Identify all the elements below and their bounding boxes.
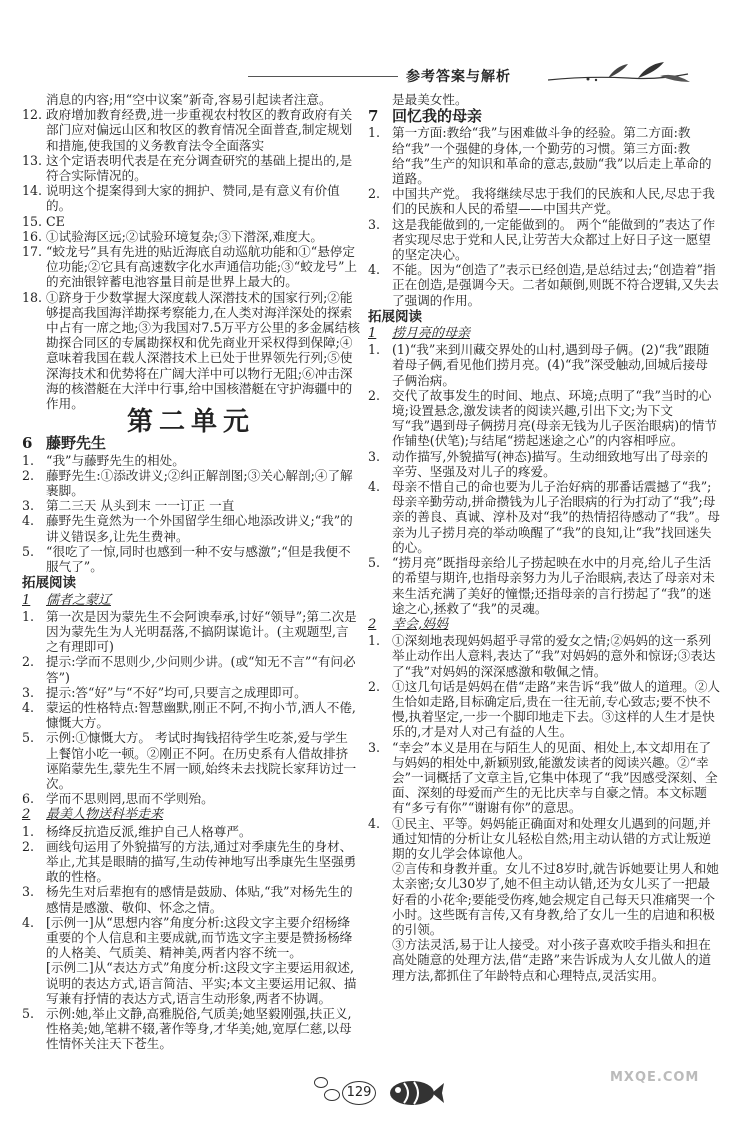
left-column <box>22 92 360 1052</box>
answer-number: 15. <box>22 213 43 229</box>
fish-icon <box>384 1075 444 1111</box>
answer-item <box>22 513 360 543</box>
answer-number: 1. <box>22 823 35 839</box>
answer-text: 藤野先生竟然为一个外国留学生细心地添改讲义;“我”的讲义错误多,让先生费神。 <box>46 513 353 544</box>
answer-item <box>368 217 720 263</box>
unit-title: 第二单元 <box>126 407 255 438</box>
page-header <box>248 60 718 94</box>
answer-text: 交代了故事发生的时间、地点、环境;点明了“我”当时的心境;设置悬念,激发读者的阅读兴趣,引出下文;为下文写“我”遇到母子俩捞月亮(母亲无钱为儿子医治眼病)的情节作铺垫(伏笔);与结尾“捞起迷途之心”的内容相呼应。 <box>392 387 717 449</box>
answer-text: 蒙运的性格特点:智慧幽默,刚正不阿,不拘小节,洒人不倦,慷慨大方。 <box>46 699 356 731</box>
answer-item <box>368 262 720 308</box>
answer-text: 政府增加教育经费,进一步重视农村牧区的教育政府有关部门应对偏远山区和牧区的教育情况全面普查,制定规划和措施,使我国的义务教育法令全面落实 <box>46 107 353 153</box>
answer-number: 3. <box>368 216 381 232</box>
answer-item <box>22 544 360 574</box>
answer-item <box>22 290 360 412</box>
answer-text: ①深刻地表现妈妈超乎寻常的爱女之情;②妈妈的这一系列举止动作出人意料,表达了“我”对妈妈的意外和惊讶;③表达了“我”对妈妈的深深感激和敬佩之情。 <box>392 633 716 679</box>
answer-item <box>22 884 360 914</box>
reading-heading <box>368 326 720 341</box>
answer-item <box>22 214 360 229</box>
answer-number: 16. <box>22 228 43 244</box>
answer-number: 4. <box>22 513 35 529</box>
answer-item <box>22 183 360 213</box>
reading-number: 1 <box>368 326 377 342</box>
answer-number: 18. <box>22 289 43 305</box>
answer-item <box>368 449 720 479</box>
answer-list <box>368 342 720 616</box>
answer-list <box>22 453 360 575</box>
answer-number: 6. <box>22 791 35 807</box>
reading-heading <box>368 617 720 632</box>
answer-item <box>22 915 360 961</box>
section-heading: 拓展阅读 <box>368 308 422 325</box>
answer-number: 1. <box>368 125 381 141</box>
answer-text: “幸会”本义是用在与陌生人的见面、相处上,本文却用在了与妈妈的相处中,新颖别致,能激发读者的阅读兴趣。②“幸会”一词概括了文章主旨,它集中体现了“我”因感受深刻、全面、深刻的母爱而产生的无比庆幸与自豪之情。本文标题有“多亏有你”“谢谢有你”的意思。 <box>392 739 718 816</box>
answer-list <box>368 92 720 107</box>
answer-number <box>368 861 392 937</box>
answer-item <box>368 92 720 107</box>
answer-text: 消息的内容;用“空中议案”新奇,容易引起读者注意。 <box>46 92 332 107</box>
answer-number: 2. <box>368 387 381 403</box>
answer-number <box>22 960 46 1006</box>
answer-number: 4. <box>368 262 381 278</box>
header-rule <box>248 76 398 77</box>
answer-text: 母亲不惜自己的命也要为儿子治好病的那番话震撼了“我”;母亲辛勤劳动,拼命攒钱为儿子治眼病的行为打动了“我”;母亲的善良、真诚、淳朴及对“我”的热情招待感动了“我”。母亲为儿子捞月亮的举动唤醒了“我”的良知,让“我”找回迷失的心。 <box>392 479 721 555</box>
answer-item <box>22 498 360 513</box>
reading-title: 儒者之蒙辽 <box>46 592 112 608</box>
answer-text: 提示:答“好”与“不好”均可,只要言之成理即可。 <box>46 684 307 700</box>
answer-text: ②言传和身教并重。女儿不过8岁时,就告诉她要让男人和她太亲密;女儿30岁了,她不但主动认错,还为女儿买了一把最好看的小花伞;要能受伤疼,她会规定自己每天只准痛哭一个小时。这些既有言传,又有身教,给了女儿一生的启迪和积极的引领。 <box>392 861 719 937</box>
header-title: 参考答案与解析 <box>406 69 511 85</box>
answer-item <box>22 92 360 107</box>
answer-text: 杨绛反抗造反派,维护自己人格尊严。 <box>46 823 252 839</box>
answer-number: 2. <box>22 654 35 670</box>
answer-text: (1)“我”来到川藏交界处的山村,遇到母子俩。(2)“我”跟随着母子俩,看见他们捞月亮。(4)“我”深受触动,回城后接母子俩治病。 <box>392 342 710 388</box>
answer-text: 示例:她,举止文静,高雅脱俗,气质美;她坚毅刚强,扶正义,性格美;她,笔耕不辍,著作等身,才华美;她,宽厚仁慈,以母性情怀关注天下苍生。 <box>46 1005 352 1052</box>
answer-item <box>22 960 360 1006</box>
answer-item <box>22 107 360 153</box>
answer-item <box>22 609 360 655</box>
answer-list <box>22 609 360 807</box>
answer-number: 2. <box>368 186 381 202</box>
answer-item <box>22 229 360 244</box>
answer-text: 第一方面:教给“我”与困难做斗争的经验。第二方面:教给“我”一个强健的身体,一个勤劳的习惯。第三方面:教给“我”生产的知识和革命的意志,鼓励“我”以后走上革命的道路。 <box>392 125 712 187</box>
answer-text: CE <box>46 213 65 229</box>
answer-number: 1. <box>22 452 35 468</box>
page-footer <box>300 1075 450 1115</box>
answer-item <box>368 186 720 216</box>
answer-text: 中国共产党。 我将继续尽忠于我们的民族和人民,尽忠于我们的民族和人民的希望——中国共产党。 <box>392 186 715 217</box>
answer-list <box>368 633 720 983</box>
answer-item <box>368 816 720 862</box>
answer-item <box>22 685 360 700</box>
bamboo-decoration-icon <box>548 60 698 94</box>
answer-number: 12. <box>22 107 43 123</box>
answer-number: 2. <box>22 467 35 483</box>
answer-text: 提示:学而不思则少,少问则少讲。(或“知无不言”“有问必答”) <box>46 654 356 685</box>
answer-text: ①民主、平等。妈妈能正确面对和处理女儿遇到的问题,并通过知情的分析让女儿轻松自然;用主动认错的方式让叛逆期的女儿学会体谅他人。 <box>392 815 712 861</box>
answer-text: 示例:①慷慨大方。 考试时掏钱招待学生吃茶,爱与学生上餐馆小吃一顿。②刚正不阿。在历史系有人借故排挤诬陷蒙先生,蒙先生不屑一顾,始终未去找院长家拜访过一次。 <box>46 730 357 791</box>
answer-number: 17. <box>22 244 43 260</box>
page-number: 129 <box>342 1081 376 1105</box>
answer-list <box>22 92 360 411</box>
answer-item <box>368 555 720 616</box>
answer-number: 4. <box>22 699 35 715</box>
answer-number: 4. <box>368 815 381 831</box>
answer-text: “蛟龙号”具有先进的贴近海底自动巡航功能和①“悬停定位功能;②它具有高速数字化水声通信功能;③“蛟龙号”上的充油银锌蓄电池容量目前是世界上最大的。 <box>46 244 358 290</box>
reading-number: 1 <box>22 592 31 608</box>
answer-text: [示例一]从“思想内容”角度分析:这段文字主要介绍杨绛重要的个人信息和主要成就,而节选文字主要是赞扬杨绛的人格美、气质美、精神美,两者内容不统一。 <box>46 914 353 961</box>
answer-item <box>22 700 360 730</box>
bubble-icon <box>324 1089 340 1101</box>
answer-item <box>22 824 360 839</box>
lesson-title: 藤野先生 <box>46 434 107 453</box>
answer-text: 藤野先生:①添改讲义;②纠正解剖图;③关心解剖;④了解裹脚。 <box>46 467 353 499</box>
lesson-title: 回忆我的母亲 <box>392 107 483 126</box>
answer-number: 1. <box>368 342 381 358</box>
answer-number: 4. <box>22 914 35 930</box>
answer-number: 3. <box>22 884 35 900</box>
reading-title: 幸会,妈妈 <box>392 616 449 632</box>
lesson-heading <box>22 436 360 451</box>
reading-number: 2 <box>368 616 377 632</box>
answer-number: 3. <box>22 684 35 700</box>
answer-item <box>22 791 360 806</box>
bubble-icon <box>314 1077 328 1088</box>
answer-text: 画线句运用了外貌描写的方法,通过对季康先生的身材、举止,尤其是眼睛的描写,生动传神地写出季康先生坚强勇敢的性格。 <box>46 838 357 885</box>
answer-number: 5. <box>368 555 381 571</box>
answer-text: 说明这个提案得到大家的拥护、赞同,是有意义有价值的。 <box>46 183 340 214</box>
answer-item <box>368 125 720 186</box>
answer-item <box>368 861 720 937</box>
answer-text: ③方法灵活,易于让人接受。对小孩子喜欢咬手指头和担在高处随意的处理方法,借“走路”来告诉成为人女儿做人的道理方法,都抓住了年龄特点和心理特点,灵活实用。 <box>392 937 712 983</box>
answer-item <box>368 740 720 816</box>
answer-number: 3. <box>368 739 381 755</box>
answer-item <box>368 388 720 449</box>
answer-number: 4. <box>368 479 381 495</box>
answer-text: “我”与藤野先生的相处。 <box>46 452 185 468</box>
answer-text: [示例二]从“表达方式”角度分析:这段文字主要运用叙述,说明的表达方式,语言简洁、平实;本文主要运用记叙、描写兼有抒情的表达方式,语言生动形象,两者不协调。 <box>46 960 357 1006</box>
answer-number <box>368 92 392 107</box>
answer-item <box>368 633 720 679</box>
answer-text: 是最美女性。 <box>392 92 468 107</box>
answer-number: 2. <box>22 838 35 854</box>
answer-list <box>368 125 720 307</box>
answer-item <box>22 453 360 468</box>
answer-number: 14. <box>22 183 43 199</box>
answer-item <box>22 1006 360 1052</box>
answer-item <box>368 479 720 555</box>
answer-number <box>22 92 46 107</box>
answer-item <box>368 937 720 983</box>
answer-number: 1. <box>22 608 35 624</box>
answer-number: 5. <box>22 543 35 559</box>
answer-text: ①这几句话是妈妈在借“走路”来告诉“我”做人的道理。②人生恰如走路,目标确定后,贵在一往无前,专心致志;要不快不慢,执着坚定,一步一个脚印地走下去。③这样的人生才是快乐的,才是对人对己有益的人生。 <box>392 678 721 740</box>
reading-heading <box>22 593 360 608</box>
answer-number: 3. <box>22 498 35 514</box>
answer-item <box>22 839 360 885</box>
answer-number: 13. <box>22 152 43 168</box>
answer-number: 3. <box>368 448 381 464</box>
answer-item <box>22 654 360 684</box>
answer-text: “捞月亮”既指母亲给儿子捞起映在水中的月亮,给儿子生活的希望与期许,也指母亲努力为儿子治眼病,表达了母亲对未来生活充满了美好的憧憬;还指母亲的言行捞起了“我”的迷途之心,拯救了“我”的灵魂。 <box>392 555 715 616</box>
answer-item <box>368 342 720 388</box>
reading-title: 最美人物送科举走来 <box>46 807 164 823</box>
reading-number: 2 <box>22 807 31 823</box>
answer-text: “很吃了一惊,同时也感到一种不安与感激”;“但是我便不服气了”。 <box>46 543 351 575</box>
answer-number: 1. <box>368 633 381 649</box>
answer-text: 第二三天 从头到末 一一订正 一直 <box>46 498 235 514</box>
answer-text: 动作描写,外貌描写(神态)描写。生动细致地写出了母亲的辛劳、坚强及对儿子的疼爱。 <box>392 448 709 479</box>
answer-item <box>22 468 360 498</box>
reading-title: 捞月亮的母亲 <box>392 326 471 342</box>
answer-number <box>368 937 392 983</box>
answer-number: 5. <box>22 730 35 746</box>
reading-heading <box>22 807 360 822</box>
answer-text: ①试验海区远;②试验环境复杂;③下潜深,难度大。 <box>46 228 323 244</box>
answer-text: 杨先生对后辈抱有的感情是鼓励、体贴,“我”对杨先生的感情是感激、敬仰、怀念之情。 <box>46 884 353 915</box>
watermark: MXQE.COM <box>610 1070 700 1085</box>
answer-item <box>22 153 360 183</box>
right-column <box>368 92 720 983</box>
lesson-number: 7 <box>368 107 379 126</box>
lesson-number: 6 <box>22 434 33 453</box>
answer-item <box>22 244 360 290</box>
answer-text: 这个定语表明代表是在充分调查研究的基础上提出的,是符合实际情况的。 <box>46 152 353 184</box>
answer-number: 2. <box>368 678 381 694</box>
answer-text: 学而不思则罔,思而不学则殆。 <box>46 791 214 807</box>
answer-item <box>22 730 360 791</box>
answer-text: 第一次是因为蒙先生不会阿谀奉承,讨好“领导”;第二次是因为蒙先生为人光明磊落,不搞阴谋诡计。(主观题型,言之有理即可) <box>46 608 357 655</box>
answer-text: ①跻身于少数掌握大深度载人深潜技术的国家行列;②能够提高我国海洋勘探考察能力,在人类对海洋深处的探索中占有一席之地;③为我国对7.5万平方公里的多金属结核勘探合同区的专属勘探权和优先商业开采权得到保障;④意味着我国在载人深潜技术上已处于世界领先行列;⑤使深海技术和优势将在广阔大洋中可以物行无阻;⑥冲击深海的核潜艇在大洋中行事,给中国核潜艇在守护海疆中的作用。 <box>46 289 360 412</box>
answer-number: 5. <box>22 1005 35 1021</box>
answer-text: 不能。因为“创造了”表示已经创造,是总结过去;“创造着”指正在创造,是强调今天。二者如颠倒,则既不符合逻辑,又失去了强调的作用。 <box>392 262 719 308</box>
answer-item <box>368 679 720 740</box>
lesson-heading <box>368 109 720 124</box>
answer-text: 这是我能做到的,一定能做到的。 两个“能做到的”表达了作者实现尽忠于党和人民,让劳苦大众都过上好日子这一愿望的坚定决心。 <box>392 216 716 263</box>
section-heading: 拓展阅读 <box>22 575 76 592</box>
answer-list <box>22 824 360 1052</box>
